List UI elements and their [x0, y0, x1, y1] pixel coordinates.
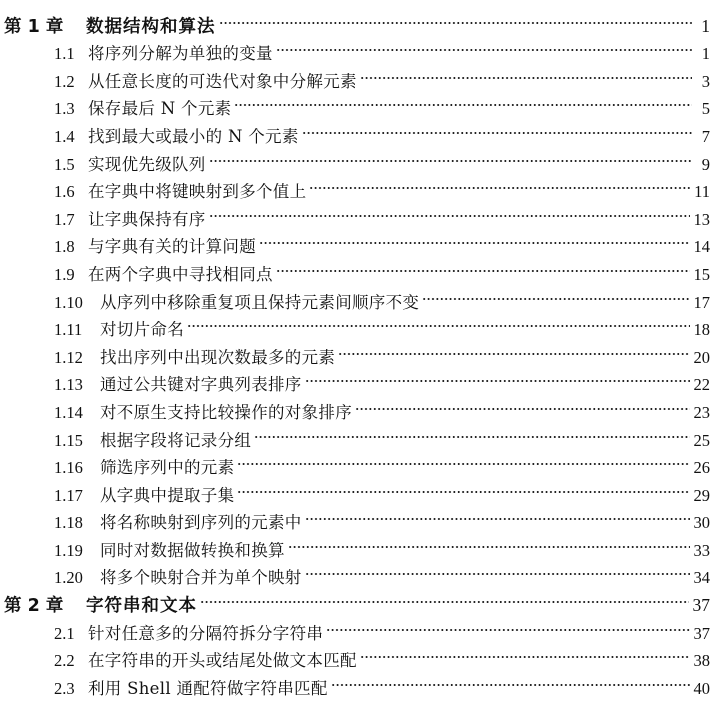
section-title: 针对任意多的分隔符拆分字符串	[88, 620, 323, 648]
section-title: 对不原生支持比较操作的对象排序	[100, 399, 352, 427]
dot-leader	[326, 611, 689, 639]
page-number: 37	[693, 592, 720, 620]
section-number: 1.2	[0, 68, 88, 96]
dot-leader	[276, 32, 692, 60]
dot-leader	[200, 583, 689, 611]
page-number: 14	[694, 233, 720, 261]
section-title: 利用 Shell 通配符做字符串匹配	[88, 675, 328, 702]
section-number: 2.3	[0, 675, 88, 702]
section-number: 1.20	[0, 564, 100, 592]
section-number: 1.19	[0, 537, 100, 565]
section-title: 将序列分解为单独的变量	[88, 40, 273, 68]
dot-leader	[422, 280, 689, 308]
dot-leader	[259, 225, 690, 253]
section-title: 对切片命名	[100, 316, 184, 344]
dot-leader	[237, 446, 689, 474]
section-title: 通过公共键对字典列表排序	[100, 371, 302, 399]
section-number: 2.1	[0, 620, 88, 648]
section-number: 1.1	[0, 40, 88, 68]
section-title: 找到最大或最小的 N 个元素	[88, 123, 299, 151]
section-number: 1.13	[0, 371, 100, 399]
page-number: 23	[694, 399, 720, 427]
page-number: 25	[694, 427, 720, 455]
section-number: 1.10	[0, 289, 100, 317]
section-number: 1.8	[0, 233, 88, 261]
section-number: 1.16	[0, 454, 100, 482]
dot-leader	[309, 170, 690, 198]
section-number: 1.12	[0, 344, 100, 372]
page-number: 13	[694, 206, 720, 234]
section-title: 保存最后 N 个元素	[88, 95, 231, 123]
section-title: 在字典中将键映射到多个值上	[88, 178, 306, 206]
chapter-number: 第 2 章	[0, 593, 86, 621]
section-title: 将名称映射到序列的元素中	[100, 509, 302, 537]
dot-leader	[355, 390, 690, 418]
dot-leader	[209, 142, 692, 170]
dot-leader	[302, 114, 692, 142]
page-number: 22	[694, 371, 720, 399]
toc-chapter-entry[interactable]	[0, 4, 720, 32]
page-number: 38	[694, 647, 720, 675]
section-number: 1.17	[0, 482, 100, 510]
dot-leader	[305, 501, 690, 529]
dot-leader	[219, 4, 693, 32]
chapter-title: 字符串和文本	[86, 593, 197, 621]
section-title: 从任意长度的可迭代对象中分解元素	[88, 68, 357, 96]
section-title: 与字典有关的计算问题	[88, 233, 256, 261]
page-number: 34	[694, 564, 720, 592]
section-number: 1.6	[0, 178, 88, 206]
page-number: 17	[694, 289, 720, 317]
section-title: 筛选序列中的元素	[100, 454, 234, 482]
page-number: 40	[694, 675, 720, 702]
section-title: 从序列中移除重复项且保持元素间顺序不变	[100, 289, 419, 317]
page-number: 3	[696, 68, 720, 96]
section-title: 根据字段将记录分组	[100, 427, 251, 455]
dot-leader	[305, 556, 690, 584]
section-number: 1.3	[0, 95, 88, 123]
section-title: 将多个映射合并为单个映射	[100, 564, 302, 592]
chapter-title: 数据结构和算法	[86, 14, 216, 42]
dot-leader	[288, 528, 690, 556]
section-title: 实现优先级队列	[88, 151, 206, 179]
section-title: 让字典保持有序	[88, 206, 206, 234]
section-title: 从字典中提取子集	[100, 482, 234, 510]
section-number: 1.5	[0, 151, 88, 179]
section-number: 1.11	[0, 316, 100, 344]
page-number: 11	[694, 178, 720, 206]
section-number: 1.14	[0, 399, 100, 427]
page-number: 20	[694, 344, 720, 372]
section-title: 在字符串的开头或结尾处做文本匹配	[88, 647, 357, 675]
dot-leader	[209, 197, 690, 225]
chapter-number: 第 1 章	[0, 14, 86, 42]
page-number: 30	[694, 509, 720, 537]
page-number: 7	[696, 123, 720, 151]
dot-leader	[360, 639, 690, 667]
section-number: 1.9	[0, 261, 88, 289]
section-number: 1.18	[0, 509, 100, 537]
dot-leader	[187, 308, 690, 336]
section-number: 1.15	[0, 427, 100, 455]
page-number: 1	[696, 13, 720, 41]
section-title: 同时对数据做转换和换算	[100, 537, 285, 565]
section-title: 在两个字典中寻找相同点	[88, 261, 273, 289]
dot-leader	[254, 418, 689, 446]
page-number: 37	[694, 620, 720, 648]
page-number: 9	[696, 151, 720, 179]
dot-leader	[305, 363, 690, 391]
page-number: 18	[694, 316, 720, 344]
section-title: 找出序列中出现次数最多的元素	[100, 344, 335, 372]
section-number: 1.7	[0, 206, 88, 234]
page-number: 33	[694, 537, 720, 565]
dot-leader	[237, 473, 689, 501]
page-number: 15	[694, 261, 720, 289]
page-number: 1	[696, 40, 720, 68]
page-number: 29	[694, 482, 720, 510]
page-number: 5	[696, 95, 720, 123]
dot-leader	[276, 252, 690, 280]
dot-leader	[360, 59, 692, 87]
section-number: 2.2	[0, 647, 88, 675]
dot-leader	[338, 335, 689, 363]
page-number: 26	[694, 454, 720, 482]
dot-leader	[331, 666, 690, 694]
dot-leader	[234, 87, 692, 115]
section-number: 1.4	[0, 123, 88, 151]
